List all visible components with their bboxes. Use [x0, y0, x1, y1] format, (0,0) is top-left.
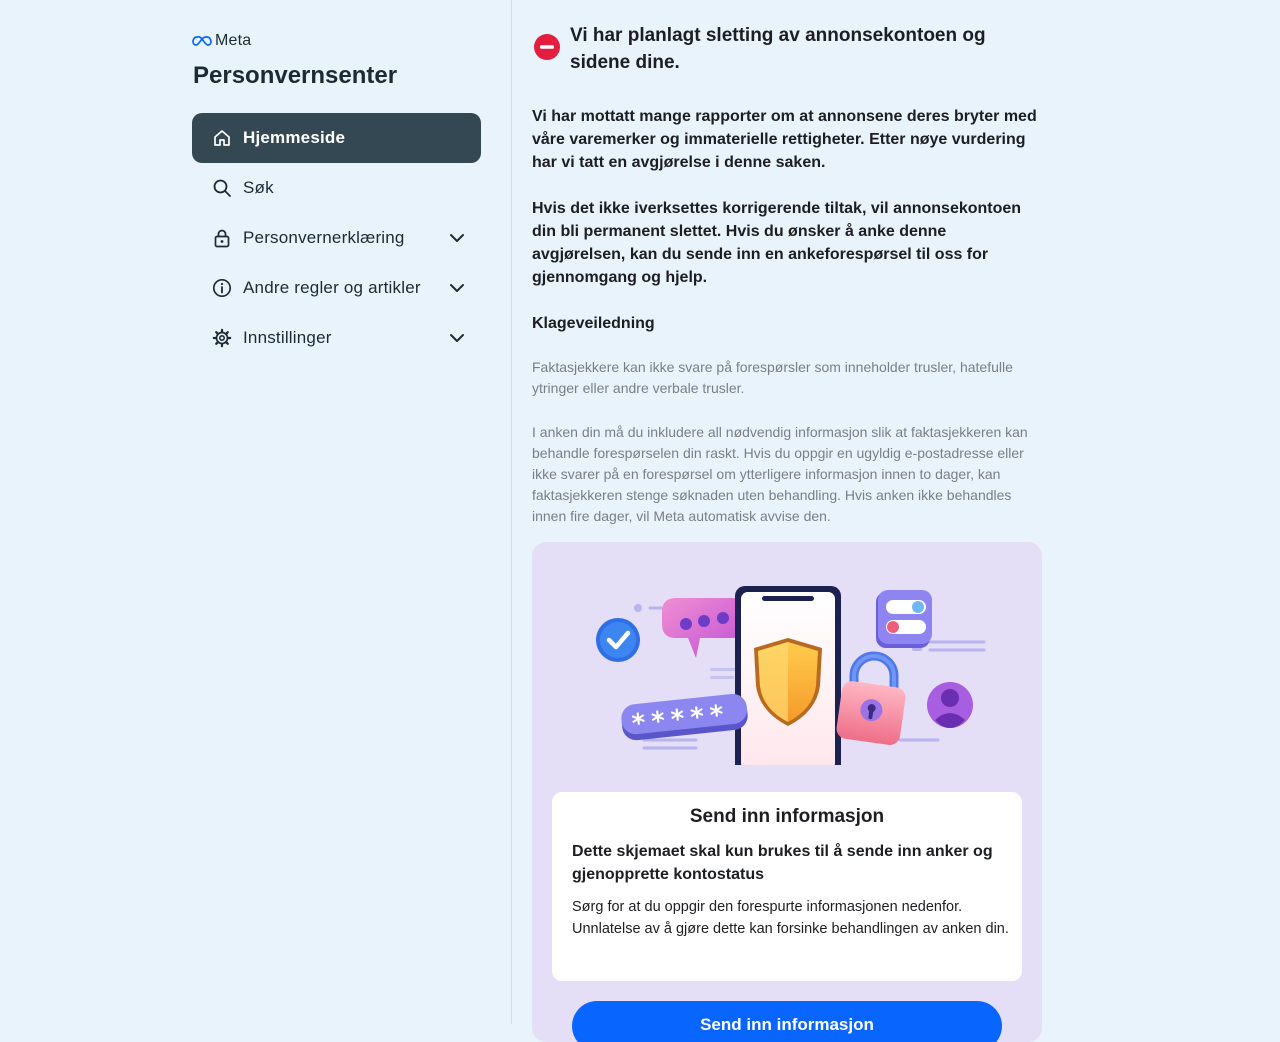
guidance-note: Faktasjekkere kan ikke svare på forespørsler som inneholder trusler, hatefulle ytringer eller andre verbale trusler. [532, 359, 1013, 396]
meta-logo[interactable] [192, 32, 251, 50]
sidebar-item-label: Personvernerklæring [243, 228, 405, 247]
sidebar-item-label: Andre regler og artikler [243, 278, 421, 297]
sidebar-item-home[interactable] [192, 113, 481, 163]
home-icon [212, 128, 232, 148]
info-subtitle: Dette skjemaet skal kun brukes til å sende inn anker og gjenopprette kontostatus [572, 843, 993, 883]
sidebar-item-search[interactable] [192, 163, 481, 213]
submit-info-card [532, 542, 1042, 1042]
alert-title: Vi har planlagt sletting av annonsekontoen og sidene dine. [570, 25, 986, 73]
sidebar-item-label: Hjemmeside [243, 128, 346, 147]
consequence-paragraph: Hvis det ikke iverksettes korrigerende tiltak, vil annonsekontoen din bli permanent slettet. Hvis du ønsker å anke denne avgjørelsen, kan du sende inn en ankeforespørsel til oss for gjennomgang og hjelp. [532, 200, 1022, 286]
search-icon [212, 178, 232, 198]
chevron-down-icon[interactable] [447, 278, 467, 298]
sidebar-item-other-policies[interactable] [192, 263, 481, 313]
gear-icon [212, 328, 232, 348]
sidebar [0, 0, 512, 1024]
violation-paragraph: Vi har mottatt mange rapporter om at annonsene deres bryter med våre varemerker og immaterielle rettigheter. Etter nøye vurdering har vi tatt en avgjørelse i denne saken. [532, 108, 1037, 171]
meta-infinity-icon [192, 35, 212, 47]
section-heading: Klageveiledning [532, 315, 655, 332]
sidebar-item-label: Søk [243, 178, 274, 197]
info-title: Send inn informasjon [689, 806, 885, 827]
info-icon [212, 278, 232, 298]
password-mask: ***** [630, 699, 732, 740]
sidebar-nav [192, 113, 481, 363]
sidebar-item-settings[interactable] [192, 313, 481, 363]
lock-icon [212, 228, 232, 248]
page-title: Personvernsenter [193, 62, 398, 89]
chevron-down-icon[interactable] [447, 228, 467, 248]
sidebar-item-label: Innstillinger [243, 328, 332, 347]
chevron-down-icon[interactable] [447, 328, 467, 348]
alert-minus-icon [533, 33, 561, 61]
security-illustration [586, 560, 986, 765]
info-body: Sørg for at du oppgir den forespurte informasjonen nedenfor. Unnlatelse av å gjøre dette kan forsinke behandlingen av anken din. [572, 899, 1009, 937]
sidebar-item-privacy-policy[interactable] [192, 213, 481, 263]
submit-info-button[interactable]: Send inn informasjon [572, 1001, 1002, 1042]
brand-name: Meta [215, 32, 252, 49]
guidance-note: I anken din må du inkludere all nødvendig informasjon slik at faktasjekkeren kan behandle forespørselen din raskt. Hvis du oppgir en ugyldig e-postadresse eller ikke svarer på en forespørsel om ytterligere informasjon innen to dager, kan faktasjekkeren stenge søknaden uten behandling. Hvis anken ikke behandles innen fire dager, vil Meta automatisk avvise den. [532, 424, 1028, 524]
info-box [552, 792, 1022, 981]
